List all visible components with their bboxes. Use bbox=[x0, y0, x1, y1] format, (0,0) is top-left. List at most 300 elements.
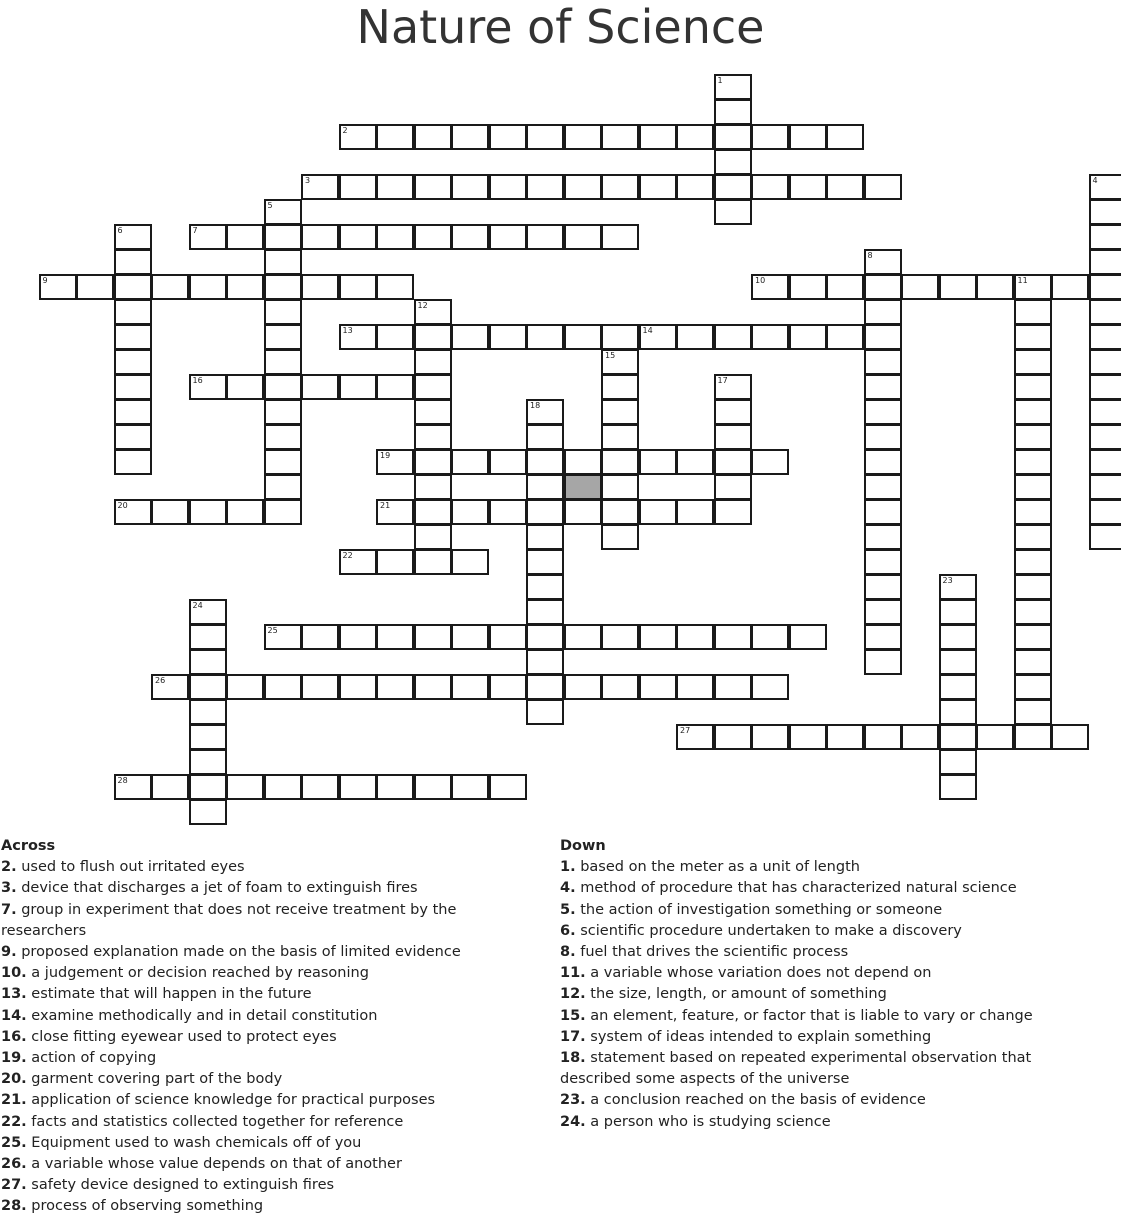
grid-cell[interactable] bbox=[414, 349, 452, 375]
grid-cell[interactable] bbox=[489, 324, 527, 350]
across-clue bbox=[1, 963, 521, 984]
grid-cell[interactable] bbox=[526, 524, 564, 550]
grid-cell[interactable] bbox=[864, 724, 902, 750]
grid-cell[interactable] bbox=[1089, 349, 1121, 375]
grid-cell[interactable] bbox=[601, 449, 639, 475]
grid-cell[interactable] bbox=[601, 624, 639, 650]
grid-cell[interactable] bbox=[264, 199, 302, 225]
grid-cell[interactable] bbox=[1089, 499, 1121, 525]
grid-cell[interactable] bbox=[639, 124, 677, 150]
grid-cell[interactable] bbox=[414, 374, 452, 400]
grid-cell[interactable] bbox=[1014, 499, 1052, 525]
grid-cell[interactable] bbox=[114, 249, 152, 275]
grid-cell[interactable] bbox=[339, 374, 377, 400]
clue-text: estimate that will happen in the future bbox=[27, 986, 312, 1002]
grid-cell[interactable] bbox=[526, 424, 564, 450]
grid-cell[interactable] bbox=[601, 349, 639, 375]
grid-cell[interactable] bbox=[414, 224, 452, 250]
grid-cell[interactable] bbox=[189, 774, 227, 800]
grid-cell[interactable] bbox=[376, 224, 414, 250]
grid-cell[interactable] bbox=[901, 724, 939, 750]
grid-cell[interactable] bbox=[339, 124, 377, 150]
grid-cell[interactable] bbox=[376, 274, 414, 300]
clue-num: 23. bbox=[560, 1092, 586, 1108]
grid-cell[interactable] bbox=[564, 324, 602, 350]
grid-cell[interactable] bbox=[264, 324, 302, 350]
grid-cell[interactable] bbox=[639, 499, 677, 525]
grid-cell[interactable] bbox=[864, 424, 902, 450]
grid-cell[interactable] bbox=[489, 499, 527, 525]
grid-cell[interactable] bbox=[939, 599, 977, 625]
grid-cell[interactable] bbox=[1014, 724, 1052, 750]
grid-cell[interactable] bbox=[189, 499, 227, 525]
grid-cell[interactable] bbox=[264, 274, 302, 300]
grid-cell[interactable] bbox=[339, 274, 377, 300]
grid-cell[interactable] bbox=[639, 449, 677, 475]
grid-cell[interactable] bbox=[114, 774, 152, 800]
grid-cell[interactable] bbox=[714, 149, 752, 175]
grid-cell[interactable] bbox=[789, 174, 827, 200]
grid-cell[interactable] bbox=[714, 74, 752, 100]
grid-cell[interactable] bbox=[414, 399, 452, 425]
grid-cell[interactable] bbox=[714, 499, 752, 525]
grid-cell[interactable] bbox=[714, 99, 752, 125]
grid-cell[interactable] bbox=[339, 774, 377, 800]
grid-cell[interactable] bbox=[339, 674, 377, 700]
grid-cell[interactable] bbox=[339, 174, 377, 200]
grid-cell[interactable] bbox=[639, 624, 677, 650]
grid-cell[interactable] bbox=[264, 624, 302, 650]
grid-cell[interactable] bbox=[114, 374, 152, 400]
grid-cell[interactable] bbox=[451, 449, 489, 475]
grid-cell[interactable] bbox=[414, 474, 452, 500]
grid-cell[interactable] bbox=[864, 624, 902, 650]
grid-cell[interactable] bbox=[714, 124, 752, 150]
grid-cell[interactable] bbox=[189, 274, 227, 300]
grid-cell[interactable] bbox=[939, 749, 977, 775]
grid-cell[interactable] bbox=[226, 224, 264, 250]
grid-cell[interactable] bbox=[526, 674, 564, 700]
grid-cell[interactable] bbox=[564, 449, 602, 475]
grid-cell[interactable] bbox=[414, 124, 452, 150]
grid-cell[interactable] bbox=[451, 624, 489, 650]
grid-cell[interactable] bbox=[1089, 249, 1121, 275]
grid-cell[interactable] bbox=[564, 174, 602, 200]
grid-cell[interactable] bbox=[339, 624, 377, 650]
down-clue bbox=[560, 1006, 1080, 1027]
grid-cell[interactable] bbox=[414, 524, 452, 550]
grid-cell[interactable] bbox=[189, 674, 227, 700]
grid-cell[interactable] bbox=[639, 674, 677, 700]
grid-cell[interactable] bbox=[864, 449, 902, 475]
grid-cell[interactable] bbox=[1014, 424, 1052, 450]
grid-cell[interactable] bbox=[526, 474, 564, 500]
grid-cell[interactable] bbox=[264, 399, 302, 425]
clue-num: 28. bbox=[1, 1198, 27, 1214]
grid-cell[interactable] bbox=[301, 374, 339, 400]
grid-cell[interactable] bbox=[451, 499, 489, 525]
grid-cell[interactable] bbox=[376, 624, 414, 650]
grid-cell[interactable] bbox=[789, 124, 827, 150]
down-clues bbox=[560, 836, 1080, 1133]
grid-cell[interactable] bbox=[114, 499, 152, 525]
grid-cell[interactable] bbox=[114, 224, 152, 250]
grid-cell[interactable] bbox=[714, 474, 752, 500]
grid-cell[interactable] bbox=[264, 449, 302, 475]
grid-cell[interactable] bbox=[864, 249, 902, 275]
grid-cell[interactable] bbox=[39, 274, 77, 300]
grid-cell[interactable] bbox=[301, 774, 339, 800]
grid-cell[interactable] bbox=[564, 124, 602, 150]
grid-cell[interactable] bbox=[939, 274, 977, 300]
clue-number: 17 bbox=[718, 376, 728, 385]
grid-cell[interactable] bbox=[264, 674, 302, 700]
grid-cell[interactable] bbox=[114, 399, 152, 425]
grid-cell[interactable] bbox=[414, 774, 452, 800]
grid-cell[interactable] bbox=[1089, 299, 1121, 325]
grid-cell[interactable] bbox=[751, 624, 789, 650]
grid-cell[interactable] bbox=[1014, 549, 1052, 575]
clue-text: fuel that drives the scientific process bbox=[576, 944, 849, 960]
grid-cell[interactable] bbox=[1089, 474, 1121, 500]
grid-cell[interactable] bbox=[939, 674, 977, 700]
grid-cell[interactable] bbox=[526, 499, 564, 525]
grid-cell[interactable] bbox=[376, 374, 414, 400]
grid-cell[interactable] bbox=[226, 374, 264, 400]
grid-cell[interactable] bbox=[339, 549, 377, 575]
grid-cell[interactable] bbox=[676, 624, 714, 650]
grid-cell[interactable] bbox=[451, 774, 489, 800]
grid-cell[interactable] bbox=[864, 599, 902, 625]
grid-cell[interactable] bbox=[826, 724, 864, 750]
grid-cell[interactable] bbox=[1014, 524, 1052, 550]
grid-cell[interactable] bbox=[226, 674, 264, 700]
grid-cell[interactable] bbox=[1014, 674, 1052, 700]
grid-cell[interactable] bbox=[939, 649, 977, 675]
grid-cell[interactable] bbox=[714, 399, 752, 425]
grid-cell[interactable] bbox=[601, 674, 639, 700]
grid-cell[interactable] bbox=[1089, 174, 1121, 200]
clue-number: 18 bbox=[530, 401, 540, 410]
grid-cell[interactable] bbox=[1014, 574, 1052, 600]
clue-num: 13. bbox=[1, 986, 27, 1002]
grid-cell[interactable] bbox=[601, 524, 639, 550]
grid-cell[interactable] bbox=[489, 174, 527, 200]
grid-cell[interactable] bbox=[114, 324, 152, 350]
grid-cell[interactable] bbox=[564, 624, 602, 650]
grid-cell[interactable] bbox=[414, 499, 452, 525]
grid-cell[interactable] bbox=[189, 624, 227, 650]
down-heading: Down bbox=[560, 836, 1080, 857]
grid-cell[interactable] bbox=[376, 324, 414, 350]
grid-cell[interactable] bbox=[1089, 399, 1121, 425]
grid-cell[interactable] bbox=[751, 449, 789, 475]
grid-cell[interactable] bbox=[939, 574, 977, 600]
grid-cell[interactable] bbox=[939, 724, 977, 750]
grid-cell[interactable] bbox=[189, 649, 227, 675]
grid-cell[interactable] bbox=[714, 324, 752, 350]
grid-cell[interactable] bbox=[789, 624, 827, 650]
grid-cell[interactable] bbox=[714, 199, 752, 225]
grid-cell[interactable] bbox=[751, 324, 789, 350]
down-clue bbox=[560, 963, 1080, 984]
grid-cell[interactable] bbox=[189, 724, 227, 750]
grid-cell[interactable] bbox=[1051, 274, 1089, 300]
grid-cell[interactable] bbox=[1014, 299, 1052, 325]
grid-cell[interactable] bbox=[114, 274, 152, 300]
across-clue bbox=[1, 1175, 521, 1196]
grid-cell[interactable] bbox=[489, 674, 527, 700]
grid-cell[interactable] bbox=[526, 699, 564, 725]
clue-number: 20 bbox=[118, 501, 128, 510]
grid-cell[interactable] bbox=[864, 499, 902, 525]
grid-cell[interactable] bbox=[301, 674, 339, 700]
grid-cell[interactable] bbox=[1014, 324, 1052, 350]
grid-cell[interactable] bbox=[1089, 274, 1121, 300]
grid-cell[interactable] bbox=[1089, 524, 1121, 550]
grid-cell[interactable] bbox=[789, 274, 827, 300]
grid-cell[interactable] bbox=[976, 274, 1014, 300]
grid-cell[interactable] bbox=[714, 449, 752, 475]
grid-cell[interactable] bbox=[264, 424, 302, 450]
grid-cell[interactable] bbox=[451, 674, 489, 700]
grid-cell[interactable] bbox=[451, 174, 489, 200]
grid-cell[interactable] bbox=[264, 499, 302, 525]
grid-cell[interactable] bbox=[151, 774, 189, 800]
grid-cell[interactable] bbox=[751, 674, 789, 700]
grid-cell[interactable] bbox=[751, 124, 789, 150]
grid-cell[interactable] bbox=[601, 424, 639, 450]
grid-cell[interactable] bbox=[864, 349, 902, 375]
clue-num: 7. bbox=[1, 902, 17, 918]
grid-cell[interactable] bbox=[1051, 724, 1089, 750]
grid-cell[interactable] bbox=[226, 774, 264, 800]
grid-cell[interactable] bbox=[1014, 649, 1052, 675]
grid-cell[interactable] bbox=[339, 324, 377, 350]
grid-cell[interactable] bbox=[526, 649, 564, 675]
grid-cell[interactable] bbox=[526, 224, 564, 250]
grid-cell[interactable] bbox=[864, 399, 902, 425]
grid-cell[interactable] bbox=[489, 124, 527, 150]
grid-cell[interactable] bbox=[864, 324, 902, 350]
grid-cell[interactable] bbox=[751, 174, 789, 200]
grid-cell[interactable] bbox=[264, 474, 302, 500]
grid-cell[interactable] bbox=[1014, 474, 1052, 500]
grid-cell[interactable] bbox=[189, 749, 227, 775]
grid-cell[interactable] bbox=[826, 174, 864, 200]
grid-cell[interactable] bbox=[301, 224, 339, 250]
grid-cell[interactable] bbox=[451, 224, 489, 250]
grid-cell[interactable] bbox=[714, 674, 752, 700]
grid-cell[interactable] bbox=[526, 549, 564, 575]
grid-cell[interactable] bbox=[789, 724, 827, 750]
grid-cell[interactable] bbox=[1014, 449, 1052, 475]
grid-cell[interactable] bbox=[826, 274, 864, 300]
grid-cell[interactable] bbox=[489, 449, 527, 475]
clue-text: the size, length, or amount of something bbox=[586, 986, 887, 1002]
grid-cell[interactable] bbox=[901, 274, 939, 300]
grid-cell[interactable] bbox=[714, 174, 752, 200]
grid-cell[interactable] bbox=[414, 624, 452, 650]
grid-cell[interactable] bbox=[751, 724, 789, 750]
grid-cell[interactable] bbox=[526, 574, 564, 600]
grid-cell[interactable] bbox=[1089, 424, 1121, 450]
grid-cell[interactable] bbox=[676, 724, 714, 750]
grid-cell[interactable] bbox=[189, 699, 227, 725]
grid-cell[interactable] bbox=[339, 224, 377, 250]
grid-cell[interactable] bbox=[714, 374, 752, 400]
grid-cell[interactable] bbox=[601, 124, 639, 150]
grid-cell[interactable] bbox=[264, 224, 302, 250]
grid-cell[interactable] bbox=[601, 374, 639, 400]
grid-cell[interactable] bbox=[1089, 199, 1121, 225]
grid-cell[interactable] bbox=[376, 674, 414, 700]
grid-cell[interactable] bbox=[676, 324, 714, 350]
grid-cell[interactable] bbox=[639, 174, 677, 200]
grid-cell[interactable] bbox=[189, 799, 227, 825]
grid-cell[interactable] bbox=[414, 549, 452, 575]
grid-cell[interactable] bbox=[601, 224, 639, 250]
clue-num: 19. bbox=[1, 1050, 27, 1066]
grid-cell[interactable] bbox=[76, 274, 114, 300]
grid-cell[interactable] bbox=[1014, 349, 1052, 375]
grid-cell[interactable] bbox=[114, 349, 152, 375]
grid-cell[interactable] bbox=[564, 474, 602, 500]
grid-cell[interactable] bbox=[601, 174, 639, 200]
grid-cell[interactable] bbox=[1089, 374, 1121, 400]
grid-cell[interactable] bbox=[676, 674, 714, 700]
grid-cell[interactable] bbox=[1014, 599, 1052, 625]
grid-cell[interactable] bbox=[1089, 324, 1121, 350]
grid-cell[interactable] bbox=[601, 474, 639, 500]
grid-cell[interactable] bbox=[264, 349, 302, 375]
grid-cell[interactable] bbox=[489, 774, 527, 800]
grid-cell[interactable] bbox=[714, 424, 752, 450]
clue-number: 1 bbox=[718, 76, 723, 85]
grid-cell[interactable] bbox=[864, 574, 902, 600]
grid-cell[interactable] bbox=[526, 124, 564, 150]
grid-cell[interactable] bbox=[451, 549, 489, 575]
down-clue-list bbox=[560, 857, 1080, 1133]
grid-cell[interactable] bbox=[526, 324, 564, 350]
grid-cell[interactable] bbox=[264, 374, 302, 400]
grid-cell[interactable] bbox=[526, 599, 564, 625]
grid-cell[interactable] bbox=[414, 324, 452, 350]
grid-cell[interactable] bbox=[264, 774, 302, 800]
grid-cell[interactable] bbox=[789, 324, 827, 350]
grid-cell[interactable] bbox=[414, 174, 452, 200]
clue-text: application of science knowledge for practical purposes bbox=[27, 1092, 435, 1108]
grid-cell[interactable] bbox=[151, 499, 189, 525]
grid-cell[interactable] bbox=[1014, 624, 1052, 650]
grid-cell[interactable] bbox=[301, 624, 339, 650]
grid-cell[interactable] bbox=[676, 174, 714, 200]
grid-cell[interactable] bbox=[601, 324, 639, 350]
grid-cell[interactable] bbox=[226, 274, 264, 300]
grid-cell[interactable] bbox=[939, 774, 977, 800]
grid-cell[interactable] bbox=[114, 299, 152, 325]
grid-cell[interactable] bbox=[376, 449, 414, 475]
grid-cell[interactable] bbox=[264, 249, 302, 275]
grid-cell[interactable] bbox=[564, 224, 602, 250]
grid-cell[interactable] bbox=[601, 499, 639, 525]
grid-cell[interactable] bbox=[414, 299, 452, 325]
grid-cell[interactable] bbox=[189, 599, 227, 625]
grid-cell[interactable] bbox=[376, 499, 414, 525]
grid-cell[interactable] bbox=[714, 624, 752, 650]
grid-cell[interactable] bbox=[864, 174, 902, 200]
grid-cell[interactable] bbox=[451, 124, 489, 150]
grid-cell[interactable] bbox=[976, 724, 1014, 750]
grid-cell[interactable] bbox=[226, 499, 264, 525]
grid-cell[interactable] bbox=[1089, 449, 1121, 475]
grid-cell[interactable] bbox=[826, 124, 864, 150]
grid-cell[interactable] bbox=[939, 699, 977, 725]
grid-cell[interactable] bbox=[189, 374, 227, 400]
grid-cell[interactable] bbox=[264, 299, 302, 325]
grid-cell[interactable] bbox=[376, 774, 414, 800]
grid-cell[interactable] bbox=[864, 274, 902, 300]
grid-cell[interactable] bbox=[526, 449, 564, 475]
grid-cell[interactable] bbox=[1014, 699, 1052, 725]
grid-cell[interactable] bbox=[376, 174, 414, 200]
grid-cell[interactable] bbox=[1089, 224, 1121, 250]
grid-cell[interactable] bbox=[301, 174, 339, 200]
grid-cell[interactable] bbox=[864, 524, 902, 550]
grid-cell[interactable] bbox=[714, 724, 752, 750]
grid-cell[interactable] bbox=[751, 274, 789, 300]
grid-cell[interactable] bbox=[189, 224, 227, 250]
grid-cell[interactable] bbox=[676, 449, 714, 475]
grid-cell[interactable] bbox=[526, 399, 564, 425]
grid-cell[interactable] bbox=[564, 499, 602, 525]
grid-cell[interactable] bbox=[1014, 399, 1052, 425]
grid-cell[interactable] bbox=[414, 674, 452, 700]
grid-cell[interactable] bbox=[864, 374, 902, 400]
grid-cell[interactable] bbox=[451, 324, 489, 350]
grid-cell[interactable] bbox=[526, 624, 564, 650]
grid-cell[interactable] bbox=[676, 124, 714, 150]
grid-cell[interactable] bbox=[526, 174, 564, 200]
clue-num: 27. bbox=[1, 1177, 27, 1193]
grid-cell[interactable] bbox=[151, 274, 189, 300]
grid-cell[interactable] bbox=[826, 324, 864, 350]
grid-cell[interactable] bbox=[864, 299, 902, 325]
grid-cell[interactable] bbox=[151, 674, 189, 700]
grid-cell[interactable] bbox=[114, 424, 152, 450]
grid-cell[interactable] bbox=[564, 674, 602, 700]
grid-cell[interactable] bbox=[114, 449, 152, 475]
grid-cell[interactable] bbox=[939, 624, 977, 650]
grid-cell[interactable] bbox=[489, 224, 527, 250]
grid-cell[interactable] bbox=[414, 424, 452, 450]
grid-cell[interactable] bbox=[639, 324, 677, 350]
grid-cell[interactable] bbox=[676, 499, 714, 525]
down-clue bbox=[560, 857, 1080, 878]
grid-cell[interactable] bbox=[864, 649, 902, 675]
grid-cell[interactable] bbox=[301, 274, 339, 300]
down-clue bbox=[560, 984, 1080, 1005]
grid-cell[interactable] bbox=[1014, 374, 1052, 400]
grid-cell[interactable] bbox=[414, 449, 452, 475]
grid-cell[interactable] bbox=[376, 124, 414, 150]
grid-cell[interactable] bbox=[864, 549, 902, 575]
grid-cell[interactable] bbox=[489, 624, 527, 650]
grid-cell[interactable] bbox=[1014, 274, 1052, 300]
grid-cell[interactable] bbox=[864, 474, 902, 500]
grid-cell[interactable] bbox=[601, 399, 639, 425]
grid-cell[interactable] bbox=[376, 549, 414, 575]
